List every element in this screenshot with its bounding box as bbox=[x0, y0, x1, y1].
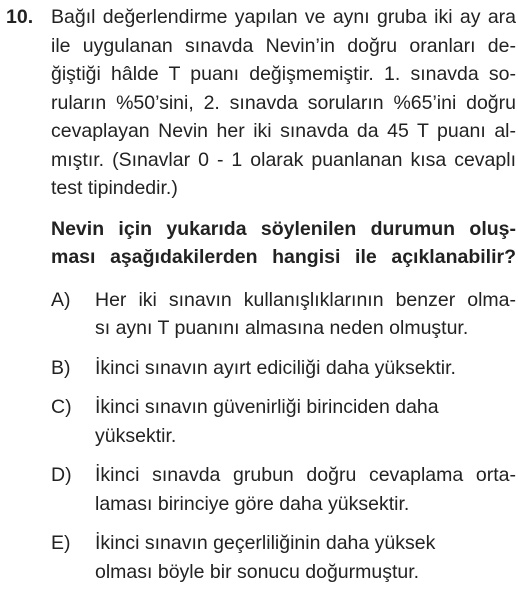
question-body bbox=[51, 0, 516, 586]
option-line: Her iki sınavın kullanışlıklarının benzer olma- bbox=[95, 288, 516, 311]
option-line: sı aynı T puanını almasına neden olmuştur. bbox=[95, 317, 469, 339]
prompt-line: ması aşağıdakilerden hangisi ile açıklanabilir? bbox=[51, 246, 516, 268]
option-letter: B) bbox=[51, 356, 71, 379]
option-letter: C) bbox=[51, 396, 72, 418]
option-text bbox=[95, 529, 516, 586]
question-number: 10. bbox=[6, 6, 34, 28]
option-line: olması böyle bir sonucu doğurmuştur. bbox=[95, 560, 420, 583]
prompt-line: Nevin için yukarıda söylenilen durumun oluş- bbox=[51, 217, 516, 240]
option-letter: E) bbox=[51, 532, 71, 554]
option-text bbox=[95, 393, 516, 450]
option-letter: D) bbox=[51, 464, 72, 486]
option-a[interactable] bbox=[51, 286, 516, 343]
question-prompt bbox=[51, 215, 516, 272]
option-line: İkinci sınavda grubun doğru cevaplama orta- bbox=[95, 464, 516, 486]
stem-line: mıştır. (Sınavlar 0 - 1 olarak puanlanan kısa cevaplı bbox=[51, 148, 516, 171]
option-line: İkinci sınavın ayırt ediciliği daha yüksektir. bbox=[95, 356, 456, 379]
answer-options bbox=[51, 286, 516, 587]
option-text bbox=[95, 354, 516, 383]
option-line: İkinci sınavın geçerliliğinin daha yüksek bbox=[95, 532, 436, 554]
stem-line: ruların %50’sini, 2. sınavda soruların %65’ini doğru bbox=[51, 91, 516, 114]
stem-line: cevaplayan Nevin her iki sınavda da 45 T puanı al- bbox=[51, 120, 516, 142]
question-block bbox=[6, 0, 516, 597]
option-d[interactable] bbox=[51, 461, 516, 518]
stem-line: Bağıl değerlendirme yapılan ve aynı gruba iki ay ara bbox=[51, 6, 516, 28]
stem-line: ğiştiği hâlde T puanı değişmemiştir. 1. sınavda so- bbox=[51, 63, 516, 85]
option-text bbox=[95, 461, 516, 518]
question-stem bbox=[51, 3, 516, 203]
stem-line: ile uygulanan sınavda Nevin’in doğru oranları de- bbox=[51, 34, 516, 57]
option-line: laması birinciye göre daha yüksektir. bbox=[95, 492, 410, 515]
option-b[interactable] bbox=[51, 354, 516, 383]
option-c[interactable] bbox=[51, 393, 516, 450]
option-line: yüksektir. bbox=[95, 424, 177, 447]
stem-line: test tipindedir.) bbox=[51, 177, 178, 199]
option-letter: A) bbox=[51, 288, 71, 311]
option-e[interactable] bbox=[51, 529, 516, 586]
option-text bbox=[95, 286, 516, 343]
option-line: İkinci sınavın güvenirliği birinciden daha bbox=[95, 396, 439, 418]
